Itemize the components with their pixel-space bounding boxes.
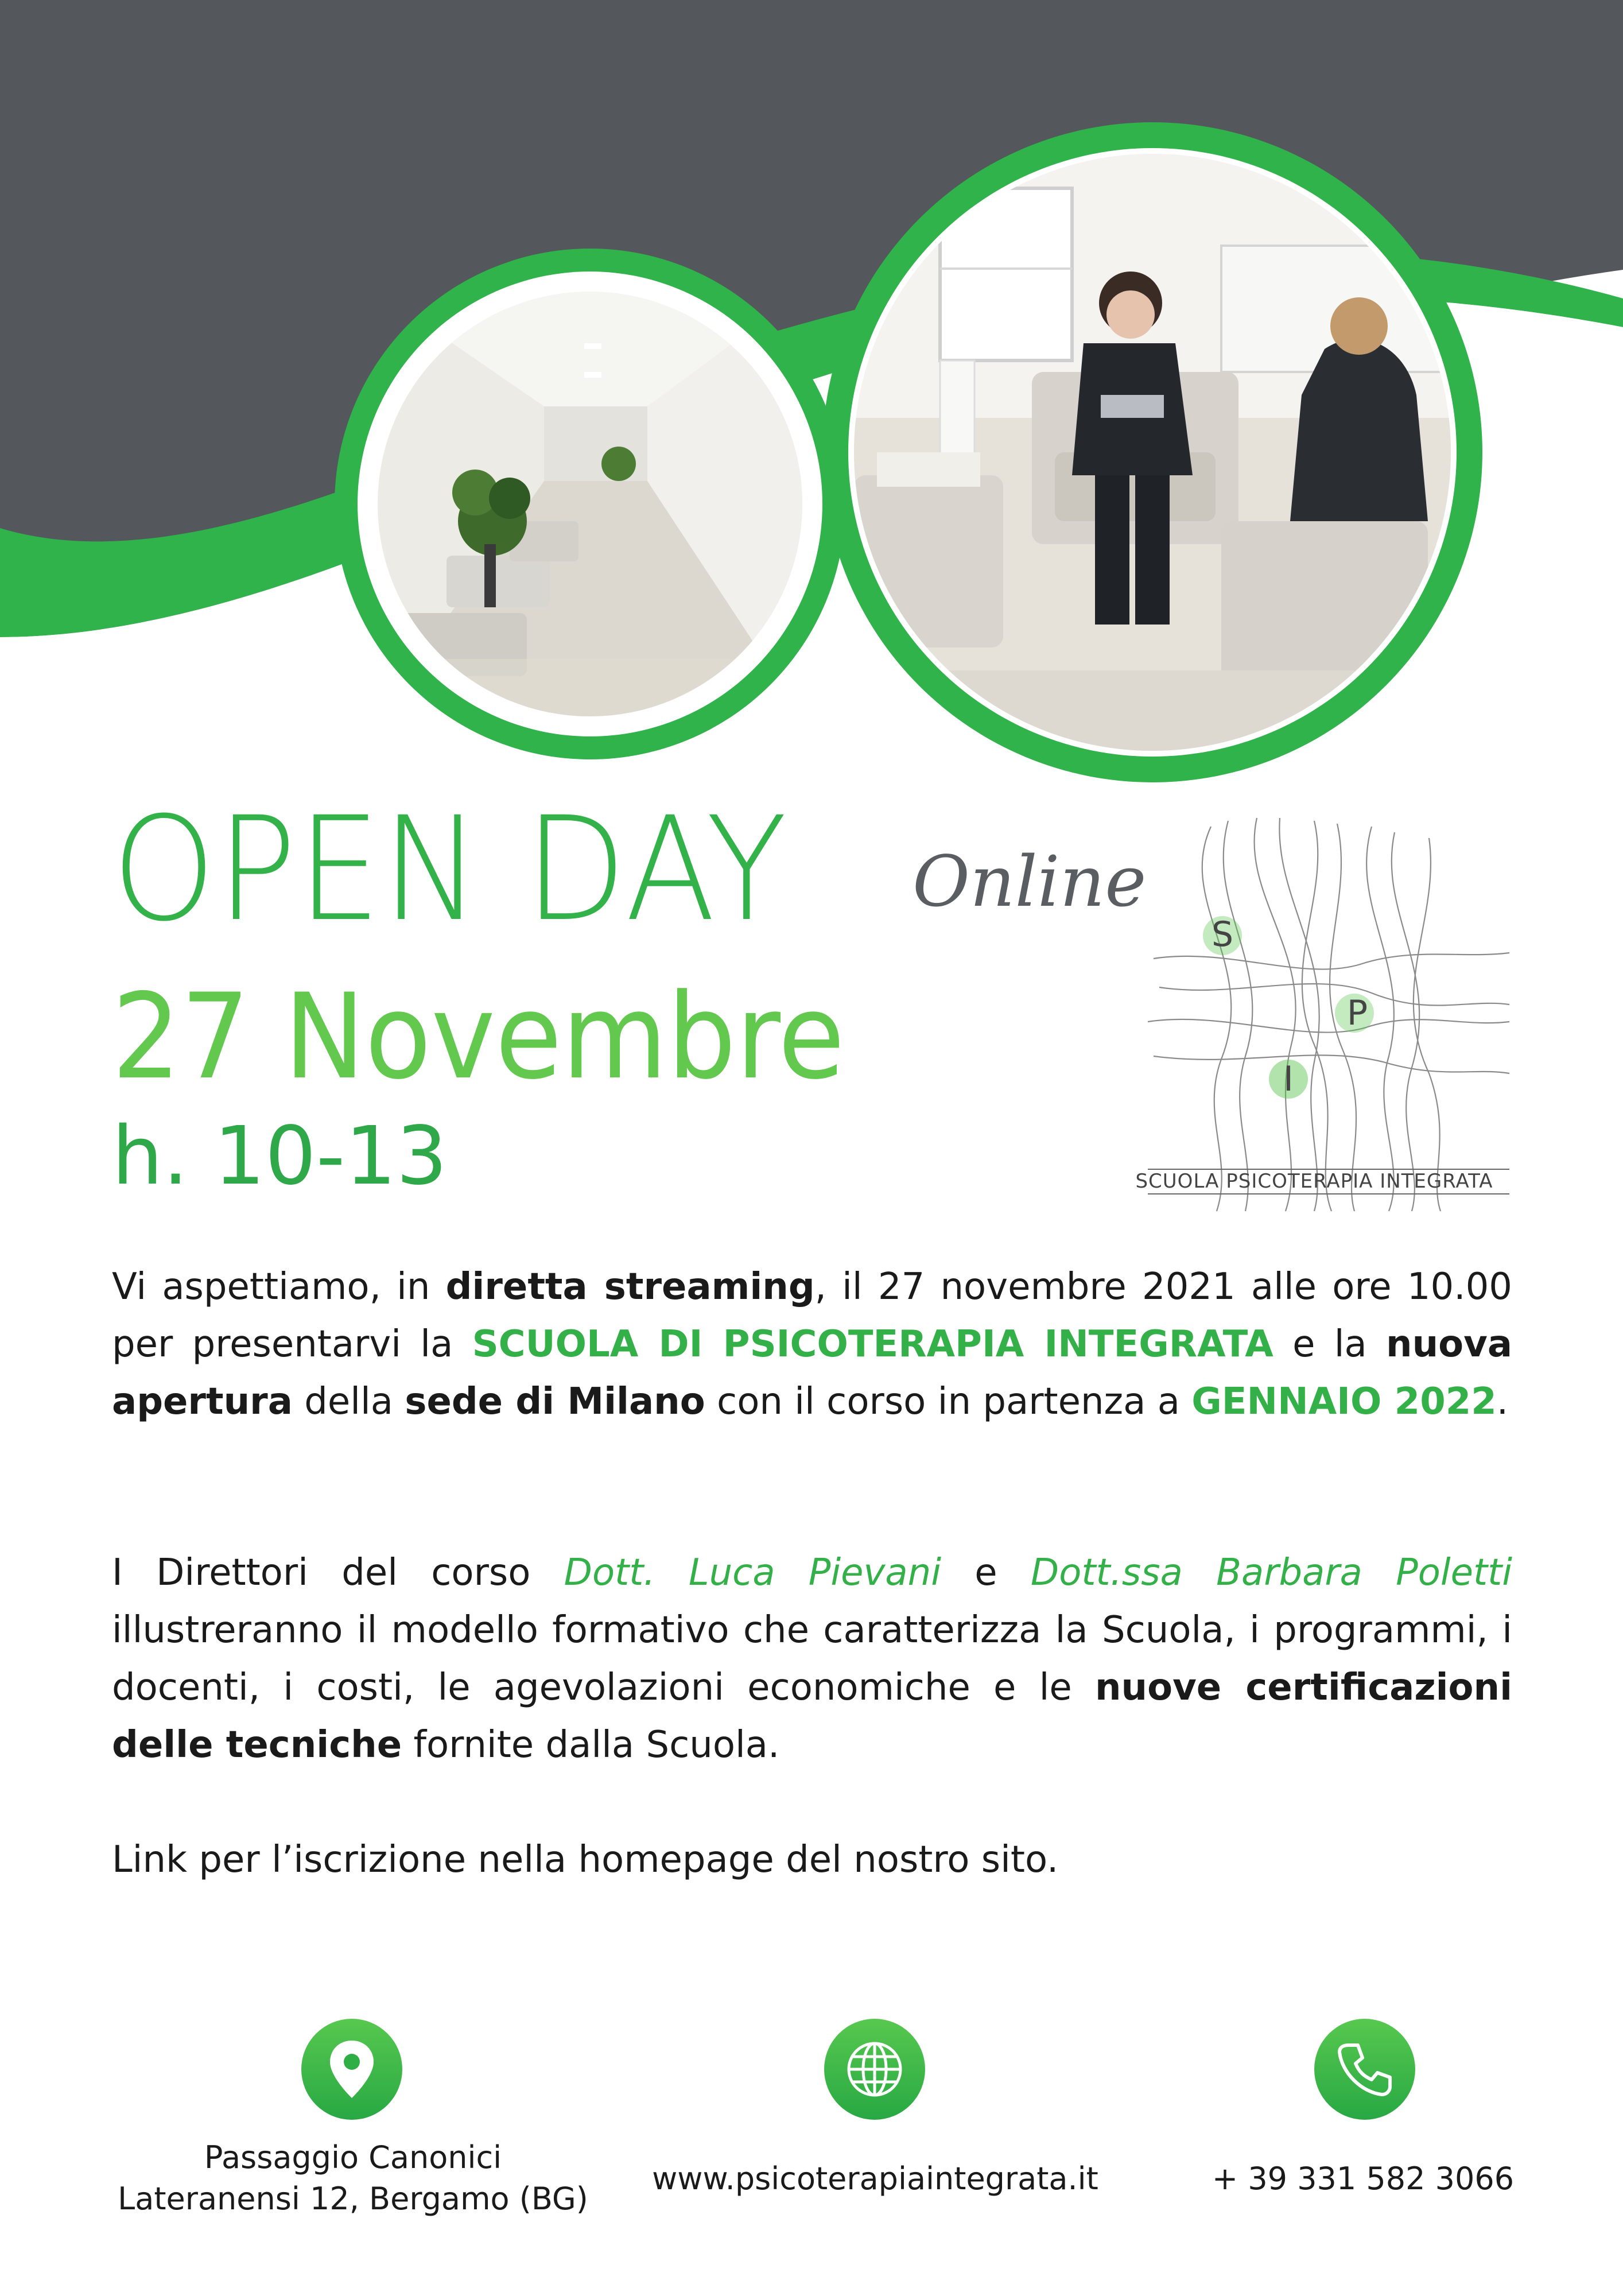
phone-number[interactable]: + 39 331 582 3066 bbox=[1212, 2161, 1515, 2197]
text-segment: Vi aspettiamo, in bbox=[112, 1266, 446, 1308]
text-segment: , il 27 novembre 2021 alle ore 10.00 per presentarvi la bbox=[112, 1266, 1513, 1366]
registration-note: Link per l’iscrizione nella homepage del nostro sito. bbox=[112, 1839, 1059, 1881]
meeting-photo bbox=[854, 154, 1451, 751]
text-segment: Dott. Luca Pievani bbox=[564, 1552, 941, 1594]
website-link[interactable]: www.psicoterapiaintegrata.it bbox=[652, 2161, 1098, 2197]
logo-letter-p: P bbox=[1346, 993, 1368, 1033]
directors-paragraph bbox=[112, 1544, 1512, 1774]
text-segment: Dott.ssa Barbara Poletti bbox=[1030, 1552, 1513, 1594]
text-segment: illustreranno il modello formativo che caratterizza la Scuola, i programmi, i docenti, i costi, le agevolazioni economiche e le bbox=[112, 1609, 1512, 1709]
address-text bbox=[112, 2137, 594, 2220]
logo-letter-i: I bbox=[1283, 1059, 1294, 1099]
globe-icon bbox=[823, 2018, 926, 2121]
logo-letter-s: S bbox=[1211, 914, 1234, 955]
event-hours: h. 10-13 bbox=[112, 1110, 448, 1203]
address-line-1: Passaggio Canonici bbox=[204, 2139, 502, 2175]
text-segment: I Direttori del corso bbox=[112, 1552, 564, 1594]
text-segment: e bbox=[941, 1552, 1031, 1594]
text-segment: . bbox=[1496, 1380, 1509, 1423]
phone-icon bbox=[1313, 2018, 1416, 2121]
logo-caption: SCUOLA PSICOTERAPIA INTEGRATA bbox=[1135, 1170, 1493, 1193]
corridor-photo bbox=[378, 292, 802, 716]
address-line-2: Lateranensi 12, Bergamo (BG) bbox=[118, 2181, 588, 2217]
text-segment: diretta streaming bbox=[445, 1266, 815, 1308]
intro-paragraph bbox=[112, 1258, 1512, 1430]
text-segment: sede di Milano bbox=[405, 1380, 705, 1423]
text-segment: e la bbox=[1273, 1323, 1387, 1366]
text-segment: con il corso in partenza a bbox=[705, 1380, 1192, 1423]
online-tag: Online bbox=[913, 841, 1147, 922]
spi-logo bbox=[1142, 815, 1515, 1217]
event-date: 27 Novembre bbox=[112, 969, 845, 1106]
text-segment: nuove certificazioni delle tecniche bbox=[112, 1666, 1513, 1766]
text-segment: GENNAIO 2022 bbox=[1191, 1380, 1497, 1423]
event-title: OPEN DAY bbox=[112, 786, 788, 953]
text-segment: fornite dalla Scuola. bbox=[402, 1724, 780, 1766]
text-segment: della bbox=[292, 1380, 405, 1423]
text-segment: SCUOLA DI PSICOTERAPIA INTEGRATA bbox=[472, 1323, 1273, 1366]
location-pin-icon bbox=[300, 2018, 403, 2121]
text-segment: nuova apertura bbox=[112, 1323, 1513, 1423]
